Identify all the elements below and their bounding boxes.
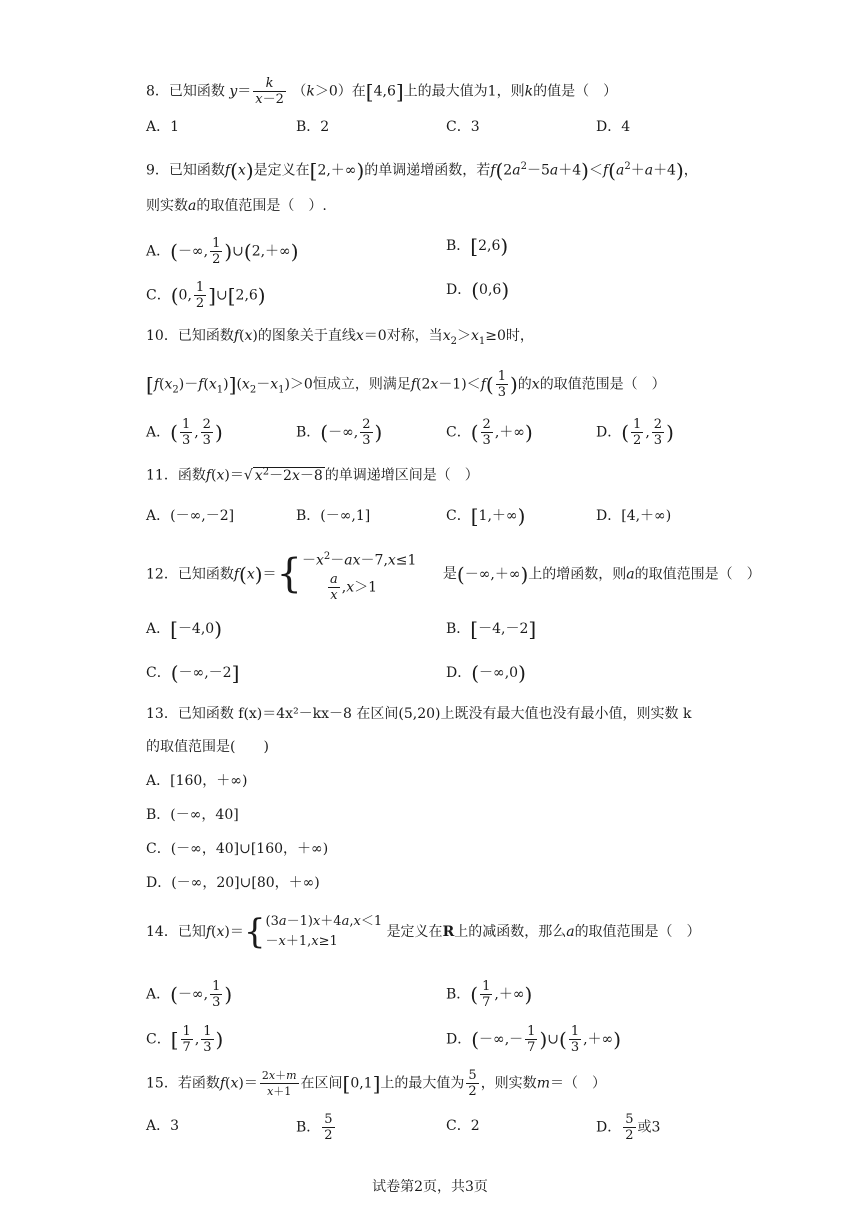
question-12-stem: 12．已知函数f(x)＝{ $-x^2-ax-7,x\le 1$ $\frac{a}{x}$ ,x＞1 是(－∞,＋∞)上的增函数，则a的取值范围是（ ） bbox=[146, 551, 761, 603]
question-11-option-a[interactable]: A．(－∞,－2] bbox=[146, 508, 235, 524]
question-10-option-c[interactable]: C．( $\frac{2}{3}$ ,＋∞) bbox=[446, 417, 533, 448]
question-15-option-c[interactable]: C．2 bbox=[446, 1118, 480, 1134]
question-14-option-c[interactable]: C．[ $\frac{1}{7}$ , $\frac{1}{3}$ ) bbox=[146, 1024, 224, 1055]
question-11-option-c[interactable]: C．[1,＋∞) bbox=[446, 504, 526, 528]
question-10-option-d[interactable]: D．( $\frac{1}{2}$ , $\frac{2}{3}$ ) bbox=[596, 417, 674, 448]
question-14-option-d[interactable]: D．(－∞,－ $\frac{1}{7}$ )∪( $\frac{1}{3}$ ,＋∞) bbox=[446, 1024, 622, 1055]
question-11-stem: 11．函数f(x)＝√ $x^2-2x-8$ 的单调递增区间是（ ） bbox=[146, 466, 479, 484]
question-12-option-b[interactable]: B．[－4,－2] bbox=[446, 617, 537, 641]
question-10-stem: 10．已知函数f(x)的图象关于直线x＝0对称，当$x_2>x_1\ge 0$时， bbox=[146, 328, 534, 347]
question-14-option-a[interactable]: A．(－∞, $\frac{1}{3}$ ) bbox=[146, 979, 233, 1010]
question-10-option-b[interactable]: B．(－∞, $\frac{2}{3}$ ) bbox=[296, 417, 383, 448]
question-14-stem: 14．已知f(x)＝{ (3a－1)x＋4a,x＜1 －x＋1,x≥1 是定义在R上的减函数，那么a的取值范围是（ ） bbox=[146, 912, 701, 952]
question-9-option-c[interactable]: C．(0, $\frac{1}{2}$ ]∪[2,6) bbox=[146, 280, 266, 311]
question-15-option-a[interactable]: A．3 bbox=[146, 1118, 180, 1134]
question-8-stem: 8．已知函数 y＝ $\frac{k}{x-2}$ （k＞0）在[4,6]上的最大值为1，则k的值是（ ） bbox=[146, 76, 618, 107]
question-11-option-b[interactable]: B．(－∞,1] bbox=[296, 508, 371, 524]
question-13-option-d[interactable]: D．(－∞，20]∪[80，＋∞) bbox=[146, 875, 320, 891]
question-14-option-b[interactable]: B．( $\frac{1}{7}$ ,＋∞) bbox=[446, 979, 533, 1010]
question-15-option-b[interactable]: B． $\frac{5}{2}$ bbox=[296, 1112, 333, 1143]
question-12-option-c[interactable]: C．(－∞,－2] bbox=[146, 661, 240, 685]
page-footer: 试卷第2页，共3页 bbox=[372, 1179, 488, 1195]
question-9-option-a[interactable]: A．(－∞, $\frac{1}{2}$ )∪(2,＋∞) bbox=[146, 236, 299, 267]
question-8-option-d[interactable]: D．4 bbox=[596, 119, 631, 135]
question-8-option-b[interactable]: B．2 bbox=[296, 119, 330, 135]
question-10-stem-line2: $[f(x_2)-f(x_1)](x_2-x_1)>0$恒成立，则满足f(2x－1)＜f( $\frac{1}{3}$ )的x的取值范围是（ ） bbox=[146, 369, 666, 400]
question-13-option-a[interactable]: A．[160，＋∞) bbox=[146, 773, 248, 789]
question-15-stem: 15．若函数f(x)＝ $\frac{2x+m}{x+1}$ 在区间[0,1]上的最大值为 $\frac{5}{2}$ ，则实数m＝（ ） bbox=[146, 1068, 606, 1099]
question-10-option-a[interactable]: A．( $\frac{1}{3}$ , $\frac{2}{3}$ ) bbox=[146, 417, 223, 448]
question-9-stem-line2: 则实数a的取值范围是（ ）. bbox=[146, 198, 327, 214]
question-9-stem: 9．已知函数f(x)是定义在[2,＋∞)的单调递增函数，若$f(2a^2-5a+4)<f(a^2+a+4)$， bbox=[146, 158, 698, 183]
question-12-option-d[interactable]: D．(－∞,0) bbox=[446, 661, 526, 685]
question-8-option-c[interactable]: C．3 bbox=[446, 119, 480, 135]
question-12-option-a[interactable]: A．[－4,0) bbox=[146, 617, 223, 641]
question-9-option-d[interactable]: D．(0,6) bbox=[446, 278, 510, 302]
question-13-option-c[interactable]: C．(－∞，40]∪[160，＋∞) bbox=[146, 841, 329, 857]
question-13-stem: 13．已知函数 f(x)＝4x²－kx－8 在区间(5,20)上既没有最大值也没有最小值，则实数 k bbox=[146, 706, 692, 722]
question-8-option-a[interactable]: A．1 bbox=[146, 119, 180, 135]
question-13-stem-line2: 的取值范围是( ) bbox=[146, 739, 269, 755]
question-15-option-d[interactable]: D． $\frac{5}{2}$ 或3 bbox=[596, 1112, 661, 1143]
question-9-option-b[interactable]: B．[2,6) bbox=[446, 234, 509, 258]
question-11-option-d[interactable]: D．[4,＋∞) bbox=[596, 508, 672, 524]
question-13-option-b[interactable]: B．(－∞，40] bbox=[146, 807, 239, 823]
